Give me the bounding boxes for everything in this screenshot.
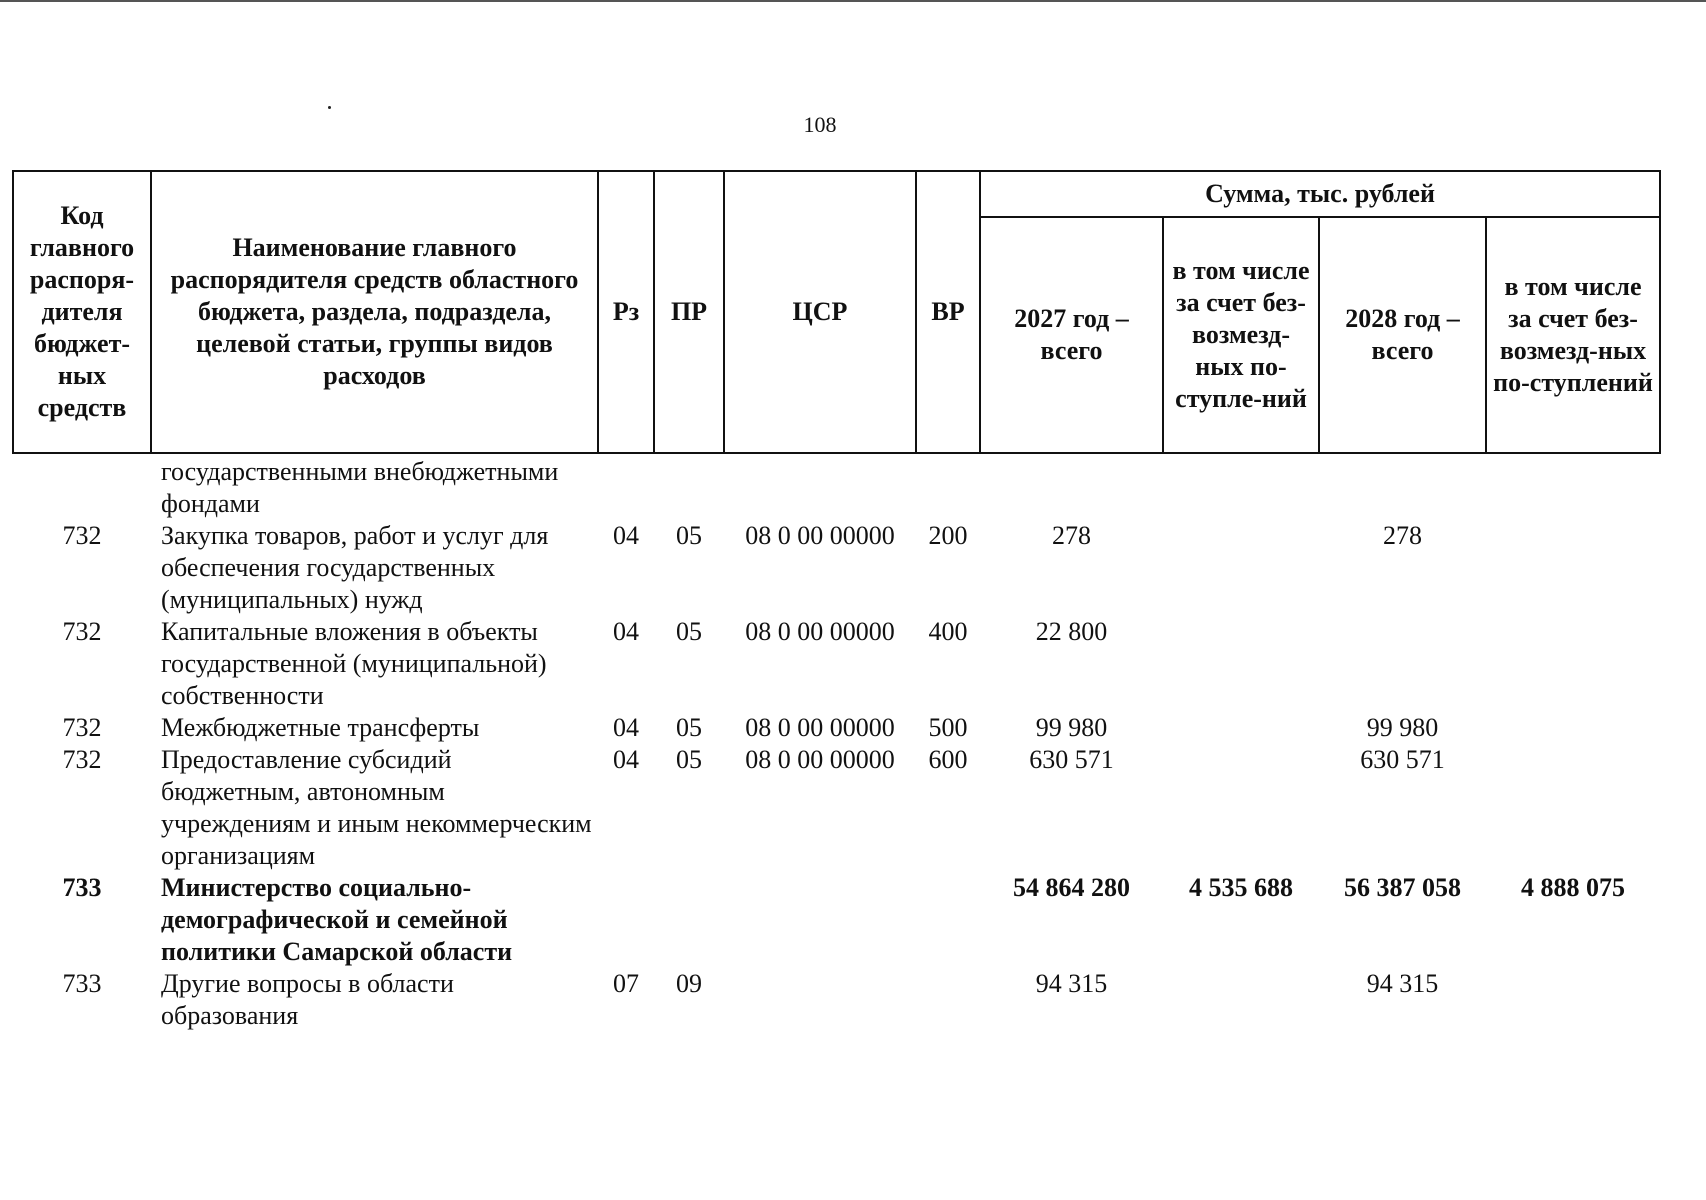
cell-name: Межбюджетные трансферты [161,713,480,742]
cell-rz: 04 [613,521,639,550]
cell-2028-grants: 4 888 075 [1521,873,1625,902]
scan-speck [328,106,331,109]
cell-2028-total: 278 [1383,521,1422,550]
cell-2028-total: 630 571 [1360,745,1445,774]
table-row [13,744,1660,872]
cell-csr: 08 0 00 00000 [745,521,895,550]
cell-vr: 500 [928,713,968,742]
cell-code: 733 [62,873,102,902]
cell-code: 732 [62,745,102,774]
cell-2028-grants [1486,616,1660,712]
cell-vr: 600 [928,745,968,774]
cell-code: 732 [62,521,102,550]
header-pr: ПР [654,171,724,453]
cell-vr: 400 [928,617,968,646]
cell-2027-total: 278 [1052,521,1091,550]
cell-name: государственными внебюджетными фондами [161,457,559,518]
cell-vr [916,872,980,968]
cell-code: 732 [62,617,102,646]
cell-pr: 05 [676,617,702,646]
cell-2027-total [980,453,1163,520]
cell-csr [724,453,916,520]
header-rz: Рз [598,171,654,453]
cell-csr: 08 0 00 00000 [745,617,895,646]
cell-2027-grants [1163,453,1319,520]
cell-2028-total: 99 980 [1366,713,1439,742]
cell-name: Министерство социально-демографической и семейной политики Самарской области [161,873,513,966]
cell-name: Предоставление субсидий бюджетным, автономным учреждениям и иным некоммерческим организациям [161,745,592,870]
cell-rz: 04 [613,713,639,742]
cell-2027-total: 94 315 [1035,969,1108,998]
header-code: Код главного распоря-дителя бюджет-ных средств [13,171,151,453]
header-2027-grants: в том числе за счет без-возмезд-ных по-ступле-ний [1163,217,1319,453]
cell-csr: 08 0 00 00000 [745,745,895,774]
cell-name: Капитальные вложения в объекты государственной (муниципальной) собственности [161,617,547,710]
cell-code: 733 [62,969,102,998]
header-csr: ЦСР [724,171,916,453]
budget-table [12,170,1661,1032]
table-row [13,520,1660,616]
cell-pr: 05 [676,745,702,774]
cell-vr [916,968,980,1032]
cell-vr: 200 [928,521,968,550]
cell-2027-grants [1163,520,1319,616]
cell-2028-total: 94 315 [1366,969,1439,998]
cell-2027-grants [1163,616,1319,712]
cell-2028-grants [1486,712,1660,744]
cell-2028-grants [1486,520,1660,616]
table-row [13,616,1660,712]
cell-csr [724,872,916,968]
table-body [13,453,1660,1032]
cell-rz: 04 [613,745,639,774]
cell-code: 732 [62,713,102,742]
cell-2027-grants [1163,712,1319,744]
cell-2028-grants [1486,744,1660,872]
cell-csr: 08 0 00 00000 [745,713,895,742]
header-2027-total: 2027 год – всего [980,217,1163,453]
cell-rz: 07 [613,969,639,998]
cell-pr [654,453,724,520]
header-2028-grants: в том числе за счет без-возмезд-ных по-ступлений [1486,217,1660,453]
cell-2028-grants [1486,453,1660,520]
cell-name: Другие вопросы в области образования [161,969,454,1030]
table-row [13,872,1660,968]
cell-2027-grants [1163,744,1319,872]
header-2028-total: 2028 год – всего [1319,217,1486,453]
cell-2027-total: 54 864 280 [1013,873,1130,902]
cell-name: Закупка товаров, работ и услуг для обеспечения государственных (муниципальных) нужд [161,521,549,614]
header-name: Наименование главного распорядителя средств областного бюджета, раздела, подраздела, целевой статьи, группы видов расходов [151,171,598,453]
header-sum-group: Сумма, тыс. рублей [980,171,1660,217]
cell-rz: 04 [613,617,639,646]
cell-2028-total [1319,453,1486,520]
table-row [13,453,1660,520]
cell-2028-grants [1486,968,1660,1032]
cell-2027-total: 22 800 [1035,617,1108,646]
cell-2027-grants [1163,968,1319,1032]
cell-2027-total: 630 571 [1029,745,1114,774]
page-number: 108 [803,112,837,137]
cell-code [13,453,151,520]
table-row [13,712,1660,744]
cell-vr [916,453,980,520]
cell-2027-total: 99 980 [1035,713,1108,742]
cell-rz [598,453,654,520]
cell-pr [654,872,724,968]
cell-2027-grants: 4 535 688 [1189,873,1293,902]
cell-2028-total [1319,616,1486,712]
cell-pr: 09 [676,969,702,998]
cell-pr: 05 [676,521,702,550]
table-row [13,968,1660,1032]
cell-rz [598,872,654,968]
header-vr: ВР [916,171,980,453]
cell-pr: 05 [676,713,702,742]
cell-2028-total: 56 387 058 [1344,873,1461,902]
cell-csr [724,968,916,1032]
scan-edge [0,0,1706,2]
